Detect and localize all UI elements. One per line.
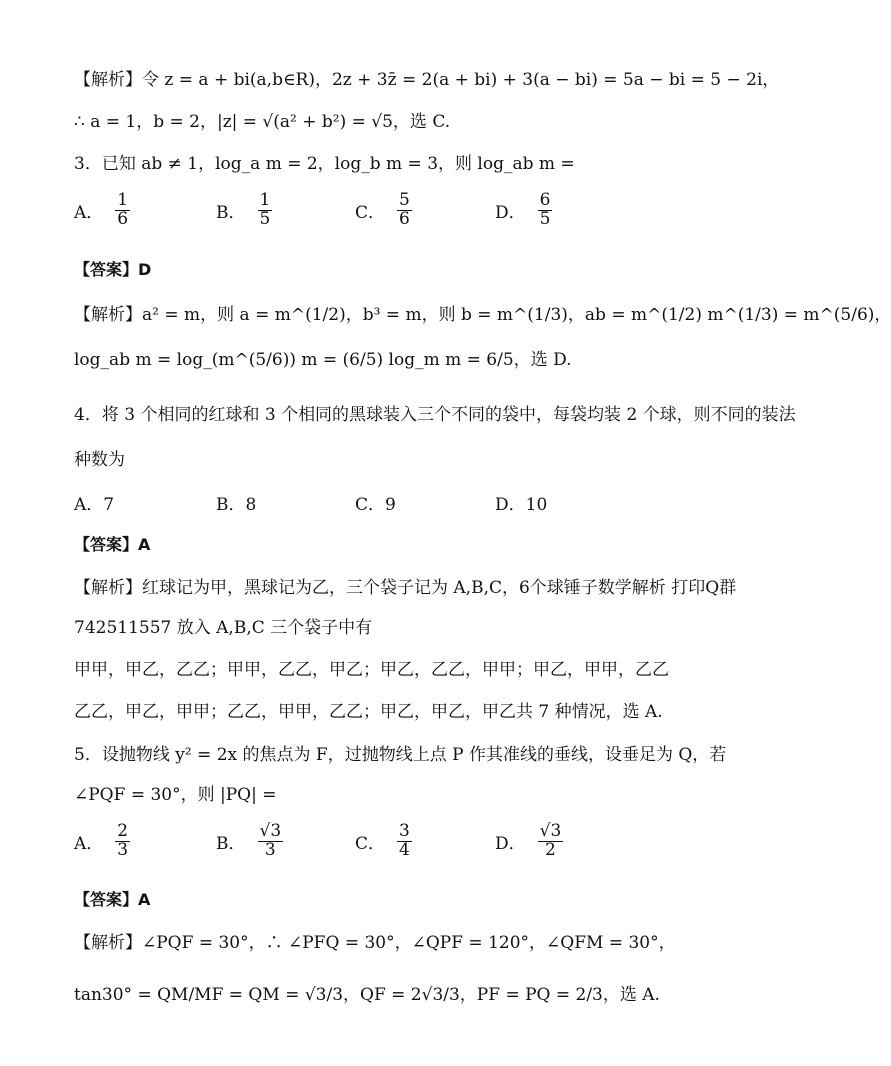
q4-option-a: A．7 (74, 495, 115, 515)
q4-answer: 【答案】A (74, 535, 151, 554)
q3-option-c-den: 6 (399, 208, 410, 229)
q4-explanation-4: 乙乙，甲乙，甲甲；乙乙，甲甲，乙乙；甲乙，甲乙，甲乙共 7 种情况，选 A. (74, 702, 663, 722)
q5-option-c-label: C． (355, 833, 386, 854)
explanation-line-2: ∴ a = 1，b = 2，|z| = √(a² + b²) = √5，选 C. (74, 112, 451, 132)
q5-option-d-den: 2 (545, 839, 556, 860)
q5-option-b-den: 3 (264, 839, 276, 860)
q5-option-a (74, 823, 132, 860)
q3-option-d-num: 6 (539, 190, 551, 210)
q3-explanation-2: log_ab m = log_(m^(5/6)) m = (6/5) log_m m = 6/5，选 D. (74, 350, 572, 370)
q5-option-a-label: A． (74, 833, 104, 854)
q3-option-a-label: A． (74, 202, 104, 223)
q4-explanation-1: 【解析】红球记为甲，黑球记为乙，三个袋子记为 A,B,C，6个球锤子数学解析 打印Q群 (74, 578, 737, 598)
q5-option-d-num: √3 (539, 821, 562, 841)
q3-option-c-num: 5 (399, 190, 410, 210)
q3-option-d-den: 5 (539, 208, 551, 229)
question-4-line-2: 种数为 (74, 450, 125, 470)
q4-option-c: C．9 (355, 495, 396, 515)
q3-option-c-label: C． (355, 202, 386, 223)
q3-option-a-den: 6 (117, 208, 129, 229)
q3-option-b-label: B． (216, 202, 246, 223)
q5-option-d-label: D． (495, 833, 526, 854)
q5-option-c-num: 3 (399, 821, 410, 841)
q3-option-b-num: 1 (259, 190, 271, 210)
question-4-line-1: 4．将 3 个相同的红球和 3 个相同的黑球装入三个不同的袋中，每袋均装 2 个球，则不同的装法 (74, 405, 796, 425)
question-3-text: 3．已知 ab ≠ 1，log_a m = 2，log_b m = 3，则 log_ab m = (74, 154, 575, 174)
q5-answer: 【答案】A (74, 890, 151, 909)
q3-option-c (355, 192, 414, 229)
q5-option-c (355, 823, 414, 860)
q5-option-a-num: 2 (117, 821, 129, 841)
q3-option-a (74, 192, 132, 229)
q3-option-d-label: D． (495, 202, 526, 223)
q3-option-b (216, 192, 274, 229)
explanation-line-1: 【解析】令 z = a + bi(a,b∈R)，2z + 3z̄ = 2(a + bi) + 3(a − bi) = 5a − bi = 5 − 2i， (74, 70, 780, 90)
q5-option-d (495, 823, 565, 860)
q4-explanation-3: 甲甲，甲乙，乙乙；甲甲，乙乙，甲乙；甲乙，乙乙，甲甲；甲乙，甲甲，乙乙 (74, 660, 669, 680)
q3-option-d (495, 192, 554, 229)
question-5-line-2: ∠PQF = 30°，则 |PQ| = (74, 785, 277, 805)
q4-explanation-2: 742511557 放入 A,B,C 三个袋子中有 (74, 618, 373, 638)
q5-option-b (216, 823, 285, 860)
q5-explanation-2: tan30° = QM/MF = QM = √3/3，QF = 2√3/3，PF = PQ = 2/3，选 A. (74, 985, 660, 1005)
q5-option-a-den: 3 (117, 839, 129, 860)
q3-option-b-den: 5 (259, 208, 271, 229)
q5-explanation-1: 【解析】∠PQF = 30°，∴ ∠PFQ = 30°，∠QPF = 120°，∠QFM = 30°， (74, 933, 676, 953)
q5-option-c-den: 4 (399, 839, 410, 860)
q5-option-b-label: B． (216, 833, 246, 854)
q3-option-a-num: 1 (117, 190, 129, 210)
q3-explanation-1: 【解析】a² = m，则 a = m^(1/2)，b³ = m，则 b = m^(1/3)，ab = m^(1/2) m^(1/3) = m^(5/6)， (74, 305, 891, 325)
q3-answer: 【答案】D (74, 260, 152, 279)
q5-option-b-num: √3 (259, 821, 282, 841)
q4-option-d: D．10 (495, 495, 548, 515)
question-5-line-1: 5．设抛物线 y² = 2x 的焦点为 F，过抛物线上点 P 作其准线的垂线，设垂足为 Q，若 (74, 745, 727, 765)
q4-option-b: B．8 (216, 495, 257, 515)
